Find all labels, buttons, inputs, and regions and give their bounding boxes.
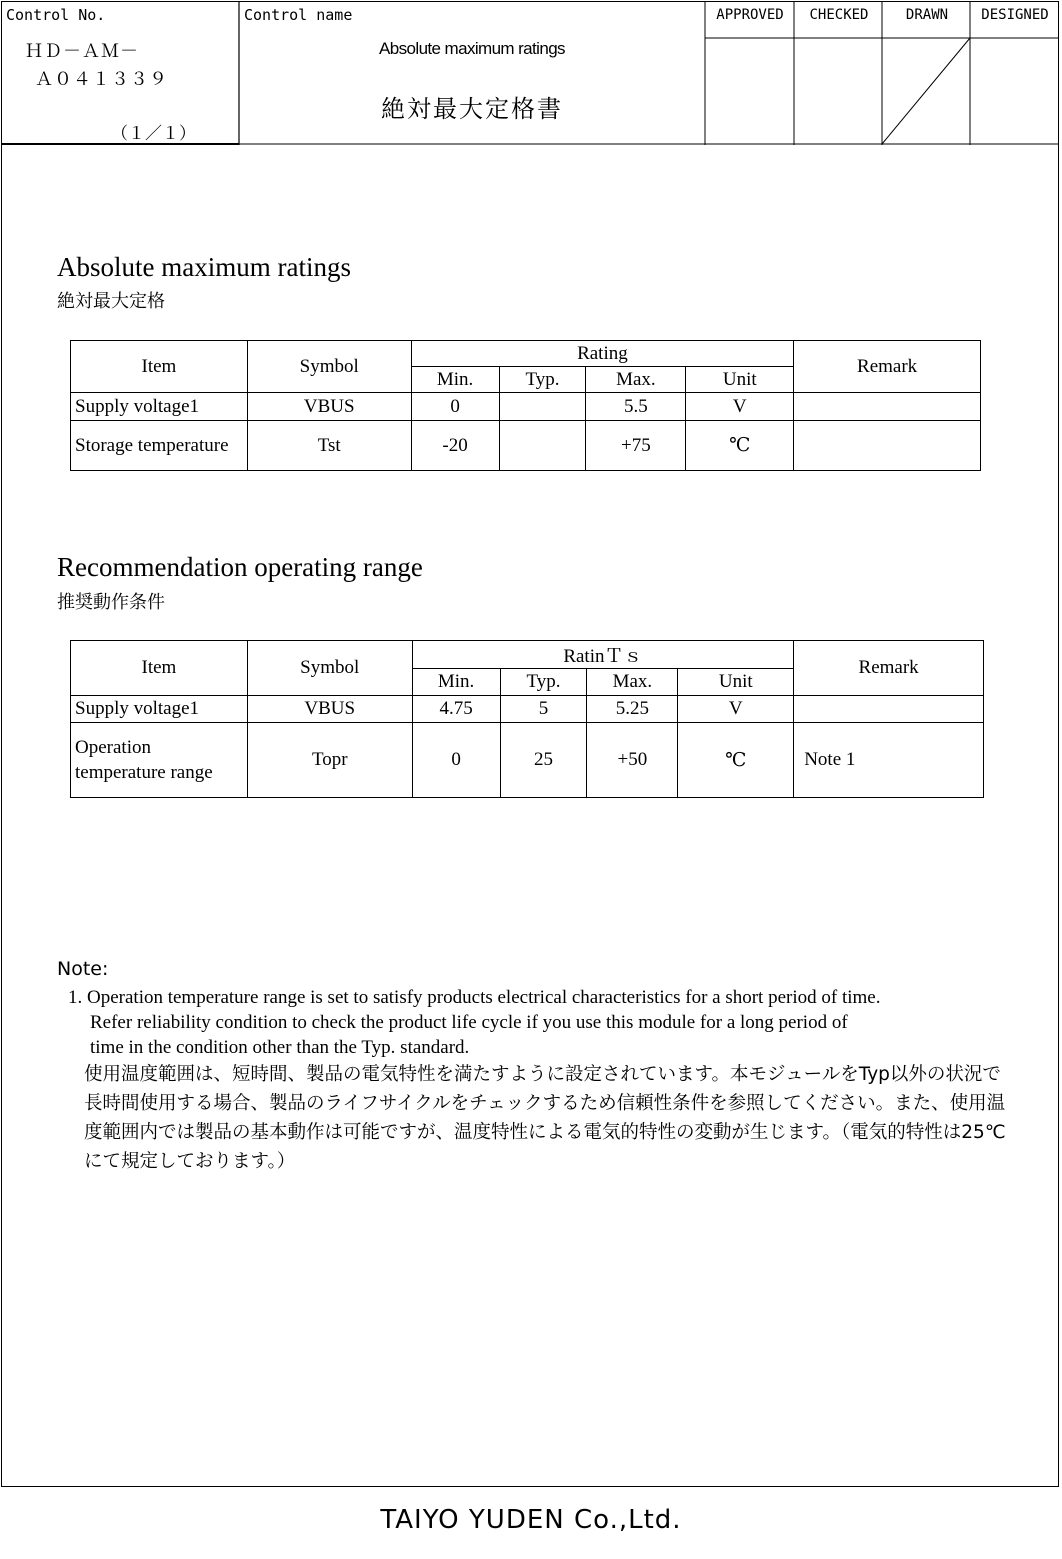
header-title-ja: 絶対最大定格書 (381, 95, 563, 123)
header-title-en: Absolute maximum ratings (379, 39, 565, 58)
cell-symbol: Topr (247, 723, 412, 798)
header-rating: RatinＴｓ (412, 641, 794, 669)
header-symbol: Symbol (247, 641, 412, 696)
control-no-label: Control No. (6, 6, 106, 24)
cell-remark (794, 696, 984, 723)
note-en-line2: Refer reliability condition to check the product life cycle if you use this module for a long period of (90, 1012, 848, 1033)
control-no-line2: Ａ０４１３３９ (35, 69, 168, 90)
cell-unit: V (686, 393, 794, 421)
checked-label: CHECKED (809, 7, 869, 23)
note-english (68, 985, 880, 1060)
cell-min: -20 (411, 421, 499, 471)
table-row (71, 696, 984, 723)
table-row (71, 421, 981, 471)
header-typ: Typ. (500, 669, 587, 696)
header-rating: Rating (411, 341, 794, 367)
cell-item: Storage temperature (71, 421, 248, 471)
cell-remark (794, 393, 981, 421)
cell-typ (499, 393, 586, 421)
header-max: Max. (587, 669, 678, 696)
designed-label: DESIGNED (981, 7, 1049, 23)
note-heading: Note: (57, 958, 109, 980)
approved-label: APPROVED (716, 7, 784, 23)
header-item: Item (71, 641, 248, 696)
header-max: Max. (586, 367, 686, 393)
header-unit: Unit (678, 669, 794, 696)
cell-max: +50 (587, 723, 678, 798)
cell-remark: Note 1 (794, 723, 984, 798)
cell-unit: ℃ (686, 421, 794, 471)
abs-section-title: Absolute maximum ratings (57, 252, 351, 282)
note-en-line3: time in the condition other than the Typ. standard. (90, 1037, 470, 1058)
rec-section-subtitle: 推奨動作条件 (57, 592, 165, 613)
cell-typ: 25 (500, 723, 587, 798)
header-min: Min. (411, 367, 499, 393)
cell-min: 0 (412, 723, 500, 798)
cell-max: +75 (586, 421, 686, 471)
page-indicator: （１／１） (111, 124, 196, 144)
cell-min: 0 (411, 393, 499, 421)
table-row (71, 723, 984, 798)
header-item: Item (71, 341, 248, 393)
cell-symbol: VBUS (247, 696, 412, 723)
cell-item: Supply voltage1 (71, 696, 248, 723)
cell-unit: V (678, 696, 794, 723)
cell-max: 5.5 (586, 393, 686, 421)
control-no-line1: ＨＤ－ＡＭ－ (25, 41, 139, 62)
rec-operating-table (70, 640, 984, 798)
control-name-label: Control name (244, 6, 353, 24)
cell-remark (794, 421, 981, 471)
header-symbol: Symbol (247, 341, 411, 393)
cell-item: Operation temperature range (71, 723, 248, 798)
document-header (1, 1, 1059, 145)
cell-item: Supply voltage1 (71, 393, 248, 421)
note-japanese: 使用温度範囲は、短時間、製品の電気特性を満たすように設定されています。本モジュールをTyp以外の状況で長時間使用する場合、製品のライフサイクルをチェックするため信頼性条件を参照してください。また、使用温度範囲内では製品の基本動作は可能ですが、温度特性による電気的特性の変動が生じます。（電気的特性は25℃にて規定しております。） (84, 1064, 1006, 1172)
header-remark: Remark (794, 641, 984, 696)
cell-unit: ℃ (678, 723, 794, 798)
note-en-line1: 1. Operation temperature range is set to satisfy products electrical characteristics for a short period of time. (68, 987, 881, 1008)
cell-min: 4.75 (412, 696, 500, 723)
header-min: Min. (412, 669, 500, 696)
abs-section-subtitle: 絶対最大定格 (57, 291, 165, 312)
header-unit: Unit (686, 367, 794, 393)
header-typ: Typ. (499, 367, 586, 393)
header-remark: Remark (794, 341, 981, 393)
cell-max: 5.25 (587, 696, 678, 723)
drawn-slash-line (882, 38, 970, 144)
drawn-label: DRAWN (905, 7, 949, 23)
table-row (71, 393, 981, 421)
cell-symbol: Tst (247, 421, 411, 471)
cell-typ (499, 421, 586, 471)
rec-section-title: Recommendation operating range (57, 552, 423, 582)
cell-symbol: VBUS (247, 393, 411, 421)
cell-typ: 5 (500, 696, 587, 723)
company-footer: TAIYO YUDEN Co.,Ltd. (380, 1505, 682, 1535)
abs-ratings-table (70, 340, 981, 471)
